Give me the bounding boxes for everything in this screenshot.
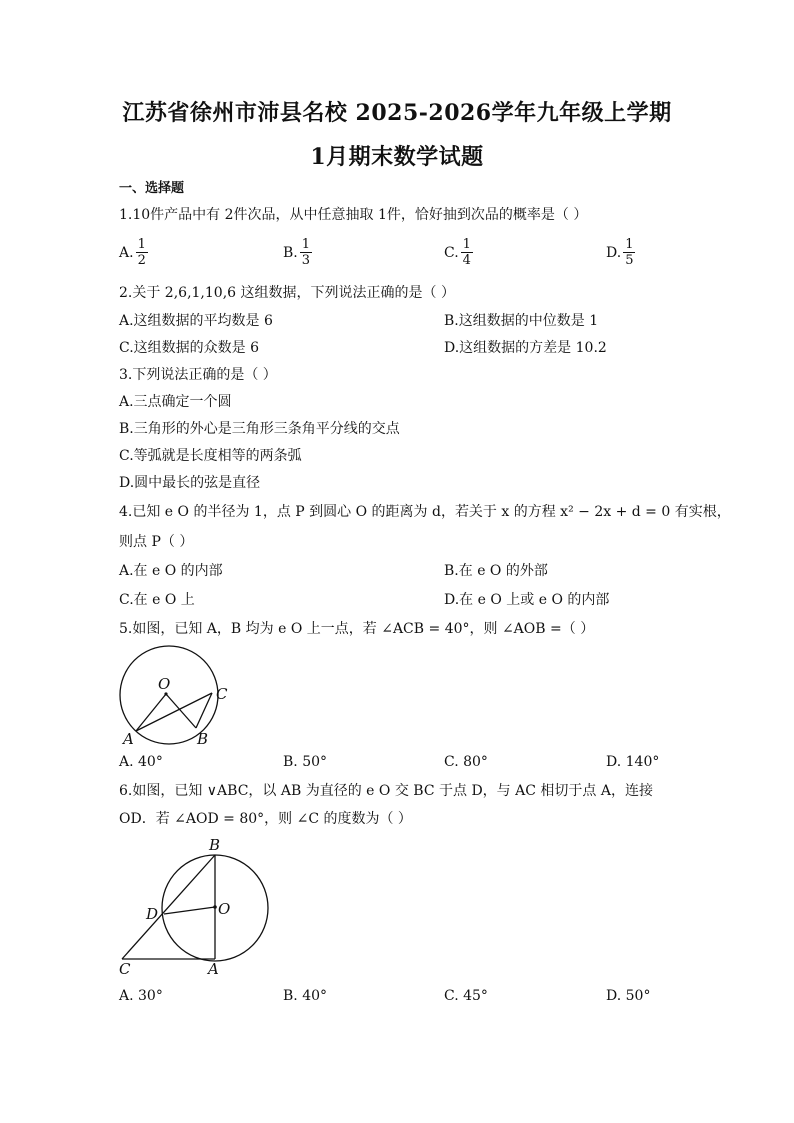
question-3-option-a: A.三点确定一个圆 bbox=[119, 394, 232, 410]
question-3-option-c: C.等弧就是长度相等的两条弧 bbox=[119, 448, 302, 464]
fraction bbox=[461, 237, 473, 268]
fraction-numerator: 1 bbox=[625, 237, 634, 252]
segment-ao bbox=[136, 694, 166, 731]
option-letter: C. bbox=[444, 244, 459, 261]
option-letter: B. bbox=[283, 244, 298, 261]
question-1-option-b bbox=[283, 237, 312, 268]
segment-ac bbox=[136, 693, 212, 731]
fraction-denominator: 2 bbox=[137, 253, 146, 268]
segment-cb bbox=[122, 855, 215, 959]
question-3-option-b: B.三角形的外心是三角形三条角平分线的交点 bbox=[119, 421, 400, 437]
fraction-numerator: 1 bbox=[462, 237, 471, 252]
fraction bbox=[300, 237, 312, 268]
question-6-option-a: A. 30° bbox=[119, 988, 163, 1004]
fraction-denominator: 4 bbox=[462, 253, 471, 268]
question-1-option-d bbox=[606, 237, 635, 268]
option-letter: D. bbox=[606, 244, 622, 261]
segment-ob bbox=[166, 694, 196, 728]
question-5-option-b: B. 50° bbox=[283, 754, 328, 770]
question-4-stem-line2: 则点 P（ ） bbox=[119, 534, 194, 550]
section-heading: 一、选择题 bbox=[119, 181, 185, 196]
question-1-option-c bbox=[444, 237, 473, 268]
question-3-stem: 3.下列说法正确的是（ ） bbox=[119, 367, 277, 383]
center-point bbox=[213, 905, 217, 909]
question-1-option-a bbox=[119, 237, 148, 268]
question-2-option-a: A.这组数据的平均数是 6 bbox=[119, 313, 273, 329]
fraction-denominator: 3 bbox=[301, 253, 311, 268]
option-letter: A. bbox=[119, 244, 134, 261]
question-5-figure bbox=[110, 645, 240, 750]
question-6-figure bbox=[110, 833, 285, 983]
fraction bbox=[623, 237, 635, 268]
question-4-option-b: B.在 e O 的外部 bbox=[444, 563, 548, 579]
label-o: O bbox=[158, 675, 171, 693]
question-5-stem: 5.如图，已知 A，B 均为 e O 上一点，若 ∠ACB = 40°，则 ∠AOB =（ ） bbox=[119, 621, 595, 637]
question-2-stem: 2.关于 2,6,1,10,6 这组数据，下列说法正确的是（ ） bbox=[119, 285, 455, 301]
label-c: C bbox=[119, 960, 131, 978]
question-5-option-c: C. 80° bbox=[444, 754, 488, 770]
label-a: A bbox=[123, 730, 134, 748]
question-2-option-d: D.这组数据的方差是 10.2 bbox=[444, 340, 607, 356]
fraction-denominator: 5 bbox=[625, 253, 634, 268]
question-5-option-a: A. 40° bbox=[119, 754, 163, 770]
segment-od bbox=[164, 907, 215, 914]
question-6-option-d: D. 50° bbox=[606, 988, 651, 1004]
label-o: O bbox=[218, 900, 231, 918]
question-4-stem-line1: 4.已知 e O 的半径为 1，点 P 到圆心 O 的距离为 d，若关于 x 的方程 x² − 2x + d = 0 有实根， bbox=[119, 504, 731, 520]
question-4-option-c: C.在 e O 上 bbox=[119, 592, 195, 608]
exam-title-line1: 江苏省徐州市沛县名校 2025-2026学年九年级上学期 bbox=[122, 100, 672, 126]
question-3-option-d: D.圆中最长的弦是直径 bbox=[119, 475, 261, 491]
exam-title-line2: 1月期末数学试题 bbox=[310, 144, 484, 170]
question-6-option-c: C. 45° bbox=[444, 988, 488, 1004]
label-a: A bbox=[208, 960, 219, 978]
label-c: C bbox=[216, 685, 228, 703]
fraction bbox=[136, 237, 148, 268]
label-b: B bbox=[209, 836, 221, 854]
question-2-option-b: B.这组数据的中位数是 1 bbox=[444, 313, 599, 329]
fraction-numerator: 1 bbox=[137, 237, 146, 252]
fraction-numerator: 1 bbox=[301, 237, 311, 252]
question-2-option-c: C.这组数据的众数是 6 bbox=[119, 340, 260, 356]
label-b: B bbox=[197, 730, 209, 748]
question-4-option-d: D.在 e O 上或 e O 的内部 bbox=[444, 592, 610, 608]
label-d: D bbox=[146, 905, 159, 923]
question-6-stem-line2: OD．若 ∠AOD = 80°，则 ∠C 的度数为（ ） bbox=[119, 811, 412, 827]
question-4-option-a: A.在 e O 的内部 bbox=[119, 563, 223, 579]
question-6-stem-line1: 6.如图，已知 ∨ABC，以 AB 为直径的 e O 交 BC 于点 D，与 AC 相切于点 A，连接 bbox=[119, 783, 653, 799]
question-5-option-d: D. 140° bbox=[606, 754, 660, 770]
question-1-stem: 1.10件产品中有 2件次品，从中任意抽取 1件，恰好抽到次品的概率是（ ） bbox=[119, 207, 588, 223]
question-6-option-b: B. 40° bbox=[283, 988, 328, 1004]
